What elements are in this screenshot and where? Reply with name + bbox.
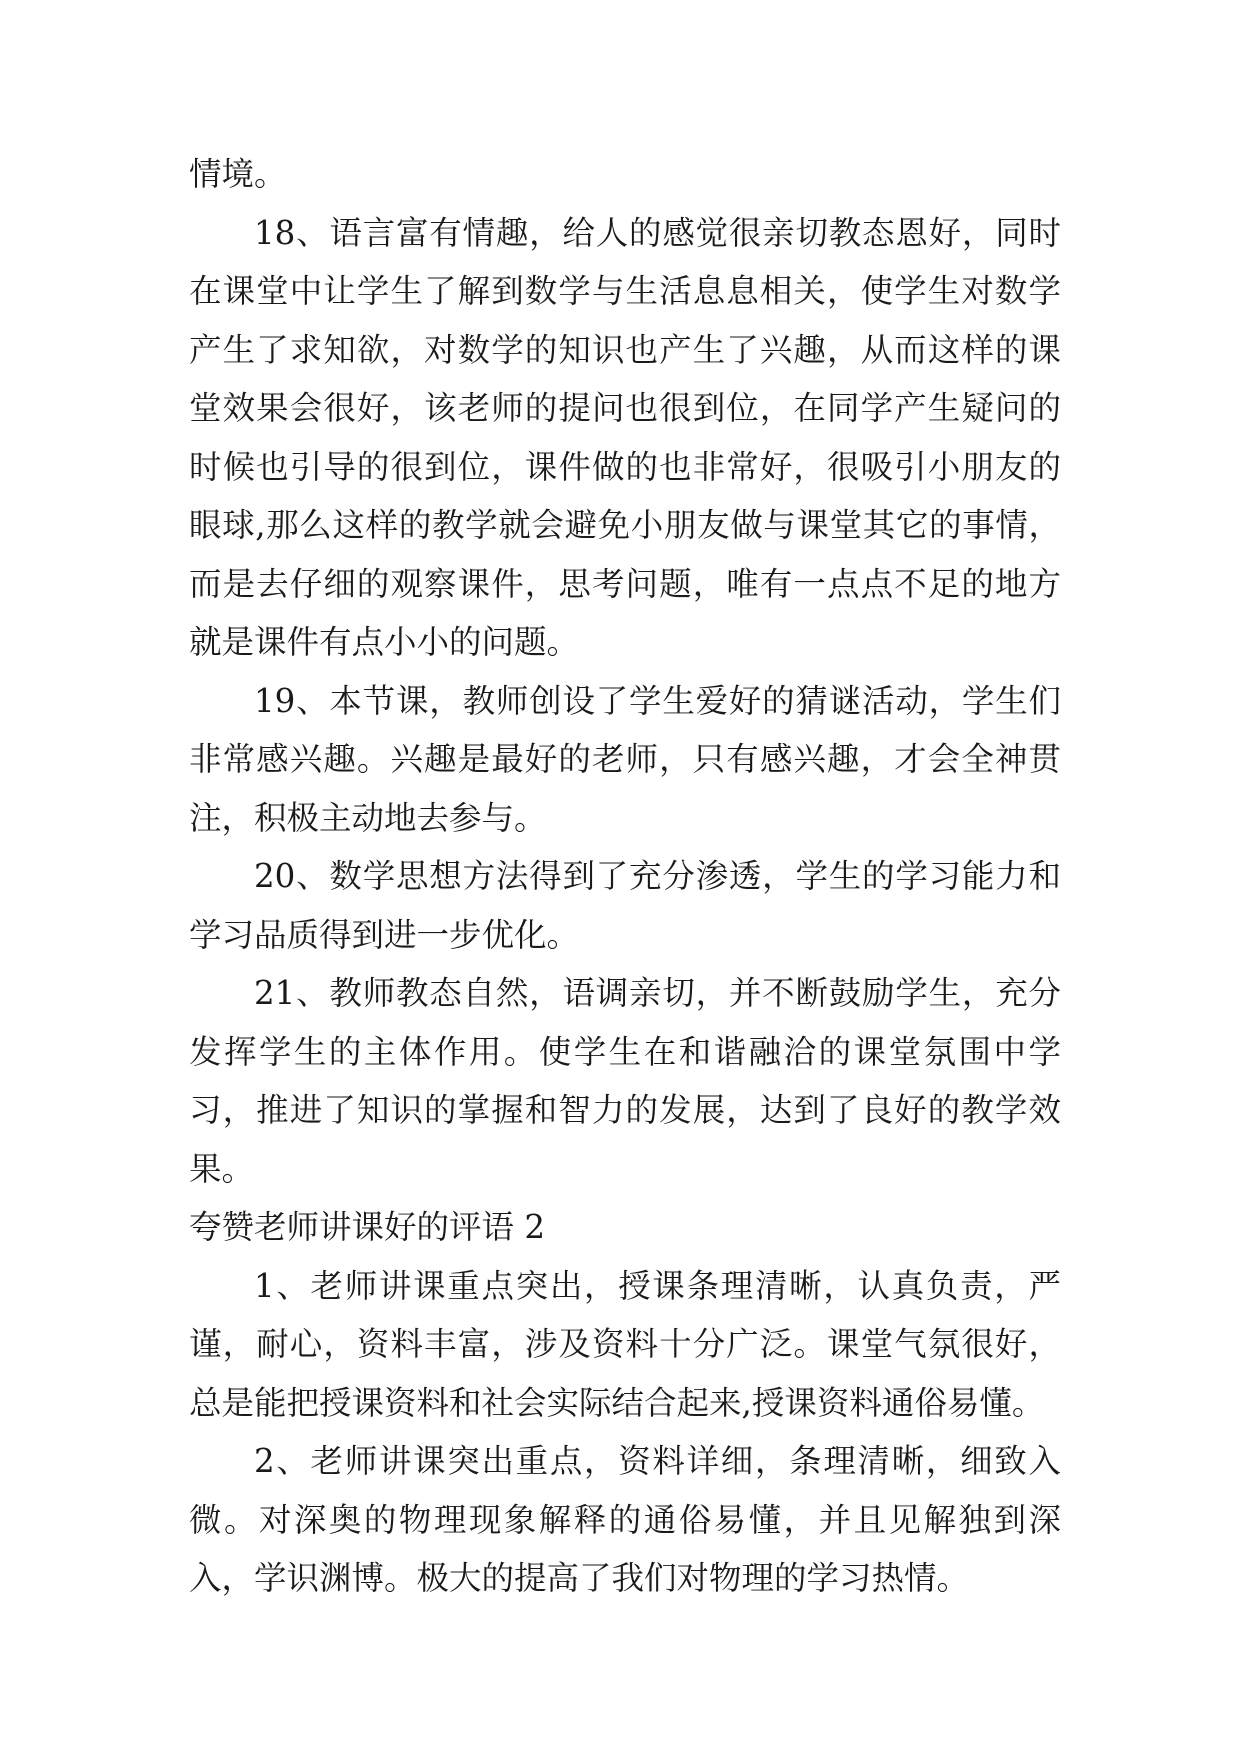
paragraph-2: 2、老师讲课突出重点，资料详细，条理清晰，细致入微。对深奥的物理现象解释的通俗易懂，并且见解独到深入，学识渊博。极大的提高了我们对物理的学习热情。 [189, 1442, 1061, 1597]
paragraph-21: 21、教师教态自然，语调亲切，并不断鼓励学生，充分发挥学生的主体作用。使学生在和谐融洽的课堂氛围中学习，推进了知识的掌握和智力的发展，达到了良好的教学效果。 [189, 974, 1061, 1188]
paragraph-19: 19、本节课，教师创设了学生爱好的猜谜活动，学生们非常感兴趣。兴趣是最好的老师，只有感兴趣，才会全神贯注，积极主动地去参与。 [189, 681, 1061, 837]
paragraph-18: 18、语言富有情趣，给人的感觉很亲切教态恩好，同时在课堂中让学生了解到数学与生活息息相关，使学生对数学产生了求知欲，对数学的知识也产生了兴趣，从而这样的课堂效果会很好，该老师的提问也很到位，在同学产生疑问的时候也引导的很到位，课件做的也非常好，很吸引小朋友的眼球,那么这样的教学就会避免小朋友做与课堂其它的事情，而是去仔细的观察课件，思考问题，唯有一点点不足的地方就是课件有点小小的问题。 [189, 213, 1061, 661]
paragraph-1: 1、老师讲课重点突出，授课条理清晰，认真负责，严谨，耐心，资料丰富，涉及资料十分广泛。课堂气氛很好，总是能把授课资料和社会实际结合起来,授课资料通俗易懂。 [189, 1266, 1061, 1422]
document-page [189, 145, 1061, 1608]
section-heading: 夸赞老师讲课好的评语 2 [189, 1208, 546, 1246]
paragraph-continuation: 情境。 [189, 155, 287, 193]
paragraph-20: 20、数学思想方法得到了充分渗透，学生的学习能力和学习品质得到进一步优化。 [189, 857, 1061, 954]
